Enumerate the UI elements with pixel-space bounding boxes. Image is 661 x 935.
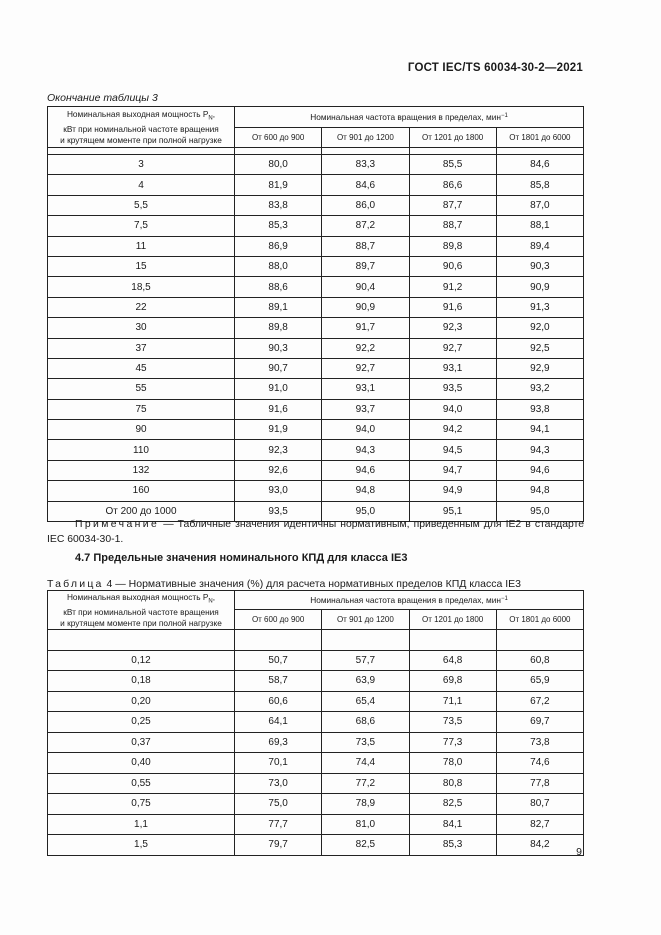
- power-cell: 1,1: [48, 814, 235, 835]
- efficiency-cell: 94,3: [496, 440, 583, 460]
- efficiency-cell: 88,7: [322, 236, 409, 256]
- table-row: [48, 753, 584, 774]
- efficiency-cell: 95,0: [496, 501, 583, 521]
- efficiency-cell: 90,9: [322, 297, 409, 317]
- efficiency-cell: 65,4: [322, 691, 409, 712]
- power-cell: 7,5: [48, 216, 235, 236]
- speed-range-header-cell: От 901 до 1200: [322, 128, 409, 148]
- efficiency-cell: 88,0: [235, 256, 322, 276]
- efficiency-cell: 90,7: [235, 358, 322, 378]
- efficiency-cell: 88,7: [409, 216, 496, 236]
- table-row: [48, 297, 584, 317]
- power-cell: 4: [48, 175, 235, 195]
- power-cell: 75: [48, 399, 235, 419]
- power-cell: 0,12: [48, 650, 235, 671]
- efficiency-cell: 91,6: [235, 399, 322, 419]
- table-row: [48, 440, 584, 460]
- efficiency-cell: 60,6: [235, 691, 322, 712]
- efficiency-cell: 67,2: [496, 691, 583, 712]
- efficiency-cell: 93,0: [235, 481, 322, 501]
- header-spacer-row: [48, 630, 584, 651]
- efficiency-cell: 57,7: [322, 650, 409, 671]
- power-cell: 160: [48, 481, 235, 501]
- efficiency-cell: 73,5: [322, 732, 409, 753]
- table-row: [48, 399, 584, 419]
- header-spacer-row: [48, 148, 584, 155]
- table-row: [48, 460, 584, 480]
- efficiency-cell: 86,9: [235, 236, 322, 256]
- page-number: 9: [576, 846, 582, 858]
- efficiency-cell: 93,5: [235, 501, 322, 521]
- efficiency-cell: 70,1: [235, 753, 322, 774]
- table-row: [48, 175, 584, 195]
- efficiency-cell: 90,3: [235, 338, 322, 358]
- power-cell: 11: [48, 236, 235, 256]
- efficiency-cell: 63,9: [322, 671, 409, 692]
- power-cell: 5,5: [48, 195, 235, 215]
- efficiency-cell: 69,7: [496, 712, 583, 733]
- efficiency-cell: 82,7: [496, 814, 583, 835]
- efficiency-cell: 71,1: [409, 691, 496, 712]
- table4-caption: Таблица 4 — Нормативные значения (%) для расчета нормативных пределов КПД класса IE3: [47, 578, 522, 590]
- efficiency-cell: 77,3: [409, 732, 496, 753]
- efficiency-cell: 91,2: [409, 277, 496, 297]
- efficiency-cell: 94,9: [409, 481, 496, 501]
- efficiency-cell: 89,4: [496, 236, 583, 256]
- efficiency-cell: 84,2: [496, 835, 583, 856]
- table-row: [48, 358, 584, 378]
- efficiency-cell: 87,2: [322, 216, 409, 236]
- efficiency-cell: 92,7: [409, 338, 496, 358]
- efficiency-cell: 85,3: [235, 216, 322, 236]
- efficiency-cell: 89,8: [409, 236, 496, 256]
- table-row: [48, 338, 584, 358]
- efficiency-cell: 84,6: [322, 175, 409, 195]
- efficiency-cell: 73,8: [496, 732, 583, 753]
- power-cell: 1,5: [48, 835, 235, 856]
- efficiency-cell: 73,5: [409, 712, 496, 733]
- power-cell: 55: [48, 379, 235, 399]
- efficiency-cell: 94,8: [496, 481, 583, 501]
- efficiency-cell: 94,1: [496, 420, 583, 440]
- power-cell: 0,75: [48, 794, 235, 815]
- efficiency-cell: 75,0: [235, 794, 322, 815]
- efficiency-cell: 64,1: [235, 712, 322, 733]
- power-column-header: Номинальная выходная мощность $P_N$, кВт при номинальной частоте вращения и крутящем моменте при полной нагрузке: [48, 107, 235, 148]
- efficiency-cell: 78,9: [322, 794, 409, 815]
- table-row: [48, 671, 584, 692]
- efficiency-cell: 94,3: [322, 440, 409, 460]
- efficiency-cell: 90,9: [496, 277, 583, 297]
- efficiency-cell: 81,0: [322, 814, 409, 835]
- efficiency-cell: 94,6: [496, 460, 583, 480]
- speed-range-header-cell: От 1801 до 6000: [496, 610, 583, 630]
- efficiency-cell: 92,9: [496, 358, 583, 378]
- efficiency-cell: 94,8: [322, 481, 409, 501]
- efficiency-table-ie3: [47, 590, 584, 856]
- efficiency-cell: 95,1: [409, 501, 496, 521]
- power-cell: 110: [48, 440, 235, 460]
- table-row: [48, 481, 584, 501]
- efficiency-cell: 93,5: [409, 379, 496, 399]
- efficiency-cell: 91,3: [496, 297, 583, 317]
- efficiency-cell: 95,0: [322, 501, 409, 521]
- speed-range-header-cell: От 1201 до 1800: [409, 610, 496, 630]
- speed-range-header-cell: От 600 до 900: [235, 610, 322, 630]
- speed-range-header-cell: От 901 до 1200: [322, 610, 409, 630]
- efficiency-cell: 94,7: [409, 460, 496, 480]
- efficiency-cell: 87,0: [496, 195, 583, 215]
- efficiency-cell: 91,6: [409, 297, 496, 317]
- efficiency-cell: 82,5: [322, 835, 409, 856]
- power-cell: От 200 до 1000: [48, 501, 235, 521]
- power-cell: 3: [48, 155, 235, 175]
- efficiency-cell: 83,8: [235, 195, 322, 215]
- efficiency-cell: 82,5: [409, 794, 496, 815]
- table-row: [48, 732, 584, 753]
- efficiency-table-ie2: [47, 106, 584, 522]
- table-row: [48, 650, 584, 671]
- efficiency-cell: 94,0: [409, 399, 496, 419]
- efficiency-cell: 80,8: [409, 773, 496, 794]
- efficiency-cell: 92,3: [409, 318, 496, 338]
- efficiency-cell: 85,5: [409, 155, 496, 175]
- efficiency-cell: 92,7: [322, 358, 409, 378]
- power-cell: 22: [48, 297, 235, 317]
- table-row: [48, 814, 584, 835]
- speed-range-header-cell: От 600 до 900: [235, 128, 322, 148]
- table-row: [48, 691, 584, 712]
- efficiency-cell: 85,8: [496, 175, 583, 195]
- table-row: [48, 773, 584, 794]
- efficiency-cell: 90,3: [496, 256, 583, 276]
- speed-range-header: Номинальная частота вращения в пределах, мин$^{-1}$: [235, 591, 584, 610]
- power-cell: 0,20: [48, 691, 235, 712]
- efficiency-cell: 91,0: [235, 379, 322, 399]
- efficiency-cell: 93,8: [496, 399, 583, 419]
- efficiency-cell: 84,6: [496, 155, 583, 175]
- power-cell: 18,5: [48, 277, 235, 297]
- power-cell: 37: [48, 338, 235, 358]
- table-row: [48, 195, 584, 215]
- power-cell: 0,25: [48, 712, 235, 733]
- efficiency-cell: 74,6: [496, 753, 583, 774]
- efficiency-cell: 88,6: [235, 277, 322, 297]
- efficiency-cell: 94,5: [409, 440, 496, 460]
- efficiency-cell: 93,1: [409, 358, 496, 378]
- efficiency-cell: 84,1: [409, 814, 496, 835]
- table-row: [48, 277, 584, 297]
- efficiency-cell: 68,6: [322, 712, 409, 733]
- efficiency-cell: 87,7: [409, 195, 496, 215]
- speed-range-header-cell: От 1201 до 1800: [409, 128, 496, 148]
- efficiency-cell: 77,7: [235, 814, 322, 835]
- efficiency-cell: 58,7: [235, 671, 322, 692]
- table-row: [48, 155, 584, 175]
- power-cell: 0,18: [48, 671, 235, 692]
- table-row: [48, 256, 584, 276]
- efficiency-cell: 93,7: [322, 399, 409, 419]
- document-header: ГОСТ IEC/TS 60034-30-2—2021: [407, 62, 583, 74]
- efficiency-cell: 64,8: [409, 650, 496, 671]
- section-heading: 4.7 Предельные значения номинального КПД для класса IE3: [75, 552, 408, 564]
- efficiency-cell: 69,3: [235, 732, 322, 753]
- efficiency-cell: 50,7: [235, 650, 322, 671]
- power-cell: 15: [48, 256, 235, 276]
- power-cell: 132: [48, 460, 235, 480]
- efficiency-cell: 92,6: [235, 460, 322, 480]
- efficiency-cell: 69,8: [409, 671, 496, 692]
- efficiency-cell: 60,8: [496, 650, 583, 671]
- efficiency-cell: 90,4: [322, 277, 409, 297]
- efficiency-cell: 94,6: [322, 460, 409, 480]
- power-cell: 90: [48, 420, 235, 440]
- efficiency-cell: 86,0: [322, 195, 409, 215]
- efficiency-cell: 80,7: [496, 794, 583, 815]
- efficiency-cell: 77,2: [322, 773, 409, 794]
- efficiency-cell: 92,0: [496, 318, 583, 338]
- power-column-header: Номинальная выходная мощность $P_N$, кВт при номинальной частоте вращения и крутящем моменте при полной нагрузке: [48, 591, 235, 630]
- efficiency-cell: 73,0: [235, 773, 322, 794]
- efficiency-cell: 65,9: [496, 671, 583, 692]
- efficiency-cell: 92,5: [496, 338, 583, 358]
- efficiency-cell: 80,0: [235, 155, 322, 175]
- efficiency-cell: 77,8: [496, 773, 583, 794]
- speed-range-header: Номинальная частота вращения в пределах, мин$^{-1}$: [235, 107, 584, 128]
- efficiency-cell: 89,8: [235, 318, 322, 338]
- table-row: [48, 216, 584, 236]
- table-row: [48, 835, 584, 856]
- power-cell: 30: [48, 318, 235, 338]
- efficiency-cell: 85,3: [409, 835, 496, 856]
- efficiency-cell: 91,7: [322, 318, 409, 338]
- efficiency-cell: 81,9: [235, 175, 322, 195]
- efficiency-cell: 92,2: [322, 338, 409, 358]
- efficiency-cell: 89,7: [322, 256, 409, 276]
- table-note: Примечание — Табличные значения идентичны нормативным, приведенным для IE2 в стандарте IEC 60034-30-1.: [47, 519, 584, 545]
- power-cell: 0,40: [48, 753, 235, 774]
- power-cell: 0,37: [48, 732, 235, 753]
- speed-range-header-cell: От 1801 до 6000: [496, 128, 583, 148]
- efficiency-cell: 93,1: [322, 379, 409, 399]
- efficiency-cell: 78,0: [409, 753, 496, 774]
- efficiency-cell: 91,9: [235, 420, 322, 440]
- power-cell: 45: [48, 358, 235, 378]
- table-row: [48, 379, 584, 399]
- table3-caption: Окончание таблицы 3: [47, 92, 158, 104]
- table-row: [48, 794, 584, 815]
- efficiency-cell: 89,1: [235, 297, 322, 317]
- efficiency-cell: 74,4: [322, 753, 409, 774]
- efficiency-cell: 79,7: [235, 835, 322, 856]
- table-row: [48, 318, 584, 338]
- efficiency-cell: 94,2: [409, 420, 496, 440]
- efficiency-cell: 93,2: [496, 379, 583, 399]
- table-row: [48, 712, 584, 733]
- efficiency-cell: 94,0: [322, 420, 409, 440]
- power-cell: 0,55: [48, 773, 235, 794]
- efficiency-cell: 83,3: [322, 155, 409, 175]
- efficiency-cell: 88,1: [496, 216, 583, 236]
- table-row: [48, 236, 584, 256]
- efficiency-cell: 92,3: [235, 440, 322, 460]
- efficiency-cell: 90,6: [409, 256, 496, 276]
- efficiency-cell: 86,6: [409, 175, 496, 195]
- table-row: [48, 420, 584, 440]
